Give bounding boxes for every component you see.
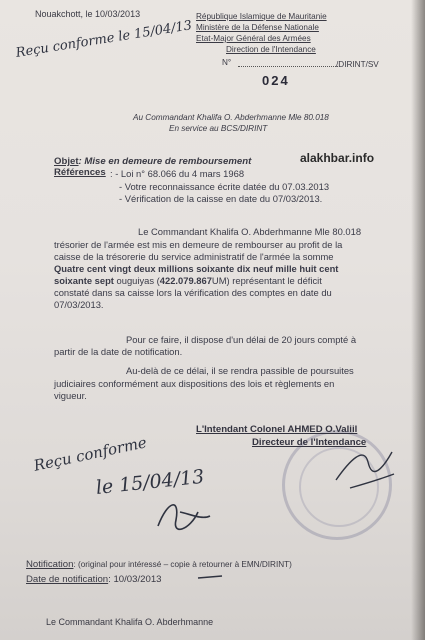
- paragraph-3-line-3: vigueur.: [54, 390, 87, 401]
- reference-item-1: : - Loi n° 68.066 du 4 mars 1968: [110, 168, 245, 179]
- recipient-line-1: Au Commandant Khalifa O. Abderhmanne Mle 80.018: [133, 113, 329, 122]
- paragraph-1-tail-2: 07/03/2013.: [54, 299, 104, 310]
- paragraph-3-line-2: judiciaires conformément aux dispositions des lois et règlements en: [54, 378, 335, 389]
- notification-date-value: : 10/03/2013: [108, 574, 162, 585]
- paragraph-1-tail-1: constaté dans sa caisse lors la vérification des comptes en date du: [54, 287, 332, 298]
- place-date: Nouakchott, le 10/03/2013: [35, 9, 141, 19]
- object-line: [54, 156, 251, 167]
- currency-text-2: UM) représentant le déficit: [211, 275, 322, 286]
- recipient-line-2: En service au BCS/DIRINT: [169, 124, 268, 133]
- ministry-line: Ministère de la Défense Nationale: [196, 23, 319, 32]
- amount-in-figures: 422.079.867: [159, 275, 212, 286]
- page-edge-shadow: [411, 0, 425, 640]
- amount-in-words-2: soixante sept: [54, 275, 114, 286]
- paragraph-2-line-2: partir de la date de notification.: [54, 346, 183, 357]
- currency-text-1: ouguiyas (: [113, 275, 160, 286]
- republic-line: République Islamique de Mauritanie: [196, 12, 327, 21]
- references-label: Références: [54, 167, 106, 178]
- notification-mark: [196, 570, 226, 584]
- handwritten-received-1: Reçu conforme: [32, 433, 149, 475]
- notification-text: : (original pour intéressé – copie à retourner à EMN/DIRINT): [73, 560, 292, 569]
- notification-date-label: Date de notification: [26, 574, 109, 585]
- paragraph-1-line-3: caisse de la trésorerie du service administratif de l'armée la somme: [54, 251, 334, 262]
- reference-item-2: - Votre reconnaissance écrite datée du 07.03.2013: [119, 181, 330, 192]
- object-label: Objet: [54, 156, 79, 167]
- reference-prefix: N°: [222, 58, 232, 67]
- amount-in-words-1: Quatre cent vingt deux millions soixante dix neuf mille huit cent: [54, 263, 339, 274]
- paragraph-3-line-1: Au-delà de ce délai, il se rendra passible de poursuites: [126, 365, 354, 376]
- reference-number: 024: [262, 73, 290, 88]
- direction-line: Direction de l'Intendance: [226, 45, 316, 54]
- reference-suffix: /DIRINT/SV: [336, 60, 379, 69]
- object-text: : Mise en demeure de remboursement: [78, 156, 252, 167]
- handwritten-received-2: le 15/04/13: [94, 465, 206, 499]
- signatory-title: Directeur de l'Intendance: [252, 437, 367, 448]
- notification-line: [26, 559, 292, 570]
- notification-date-line: [26, 574, 162, 585]
- director-signature: [330, 440, 400, 500]
- signatory-name: L'Intendant Colonel AHMED O.Valiil: [196, 424, 358, 435]
- handwritten-receipt-note: Reçu conforme le 15/04/13: [14, 18, 194, 61]
- handwritten-signature: [150, 490, 220, 540]
- site-watermark: alakhbar.info: [300, 151, 375, 165]
- reference-item-3: - Vérification de la caisse en date du 07/03/2013.: [119, 193, 323, 204]
- footer-recipient-name: Le Commandant Khalifa O. Abderhmanne: [46, 617, 214, 627]
- paragraph-2-line-1: Pour ce faire, il dispose d'un délai de 20 jours compté à: [126, 334, 357, 345]
- amount-line: [54, 275, 322, 287]
- paragraph-1-line-2: trésorier de l'armée est mis en demeure de rembourser au profit de la: [54, 239, 343, 250]
- reference-dotted-line: [238, 66, 338, 67]
- notification-label: Notification: [26, 559, 74, 570]
- paragraph-1-line-1: Le Commandant Khalifa O. Abderhmanne Mle 80.018: [138, 226, 362, 237]
- staff-line: Etat-Major Général des Armées: [196, 34, 311, 43]
